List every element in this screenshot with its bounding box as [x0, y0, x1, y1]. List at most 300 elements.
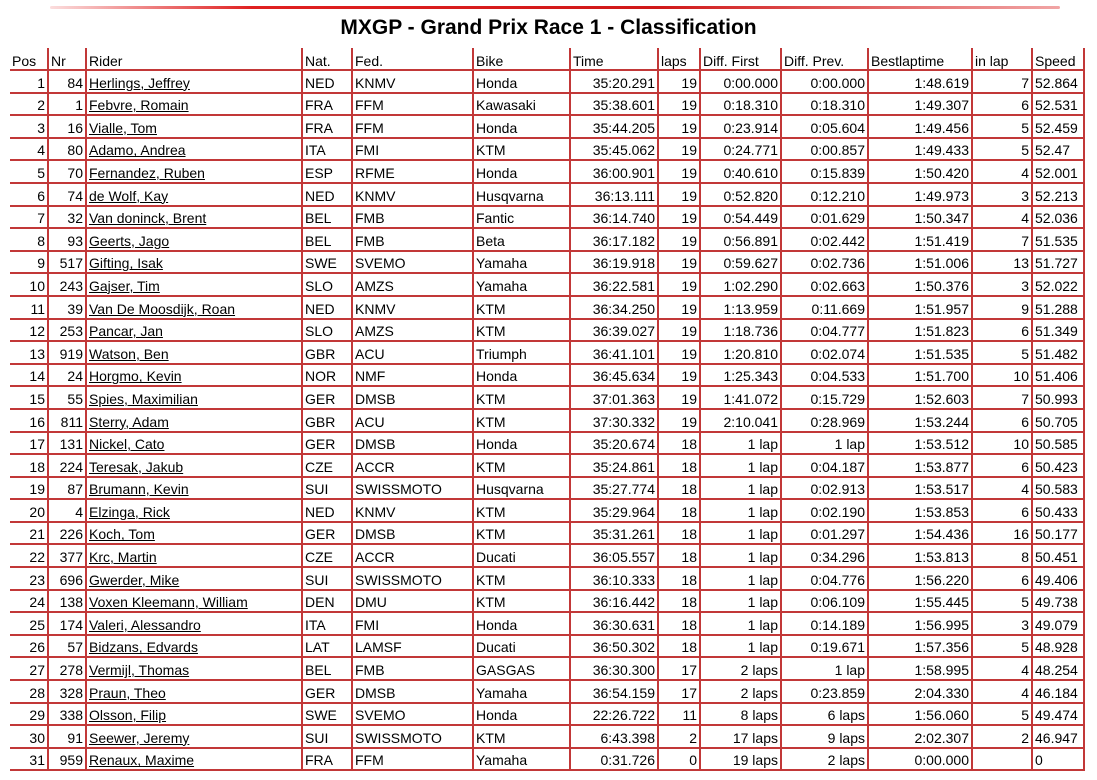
pos-cell: 26: [10, 635, 48, 658]
rider-link[interactable]: Horgmo, Kevin: [89, 368, 182, 385]
pos-cell: 30: [10, 725, 48, 748]
rider-link[interactable]: de Wolf, Kay: [89, 187, 169, 204]
bike-cell: GASGAS: [473, 657, 570, 680]
column-header-nat: Nat.: [302, 48, 352, 70]
rider-cell: [86, 680, 302, 703]
rider-link[interactable]: Watson, Ben: [89, 345, 169, 362]
rider-cell: [86, 477, 302, 500]
rider-link[interactable]: Olsson, Filip: [89, 707, 167, 724]
diff-first-cell: 17 laps: [700, 725, 781, 748]
fed-cell: RFME: [352, 160, 473, 183]
speed-cell: 51.727: [1032, 251, 1084, 274]
diff-prev-cell: 0:02.190: [781, 499, 868, 522]
diff-first-cell: 0:54.449: [700, 206, 781, 229]
bike-cell: Honda: [473, 70, 570, 93]
bestlaptime-cell: 1:51.006: [868, 251, 972, 274]
speed-cell: 49.738: [1032, 590, 1084, 613]
nat-cell: SUI: [302, 477, 352, 500]
rider-link[interactable]: Pancar, Jan: [89, 323, 163, 340]
speed-cell: 52.001: [1032, 160, 1084, 183]
rider-link[interactable]: Geerts, Jago: [89, 232, 170, 249]
bestlaptime-cell: 1:57.356: [868, 635, 972, 658]
rider-cell: [86, 228, 302, 251]
table-row: [10, 341, 1084, 364]
rider-cell: [86, 273, 302, 296]
rider-link[interactable]: Febvre, Romain: [89, 97, 189, 114]
time-cell: 36:16.442: [570, 590, 658, 613]
pos-cell: 14: [10, 364, 48, 387]
pos-cell: 13: [10, 341, 48, 364]
diff-first-cell: 2 laps: [700, 680, 781, 703]
speed-cell: 50.705: [1032, 409, 1084, 432]
nr-cell: 138: [48, 590, 86, 613]
fed-cell: FMB: [352, 228, 473, 251]
laps-cell: 19: [658, 251, 700, 274]
bestlaptime-cell: 1:58.995: [868, 657, 972, 680]
bestlaptime-cell: 1:50.347: [868, 206, 972, 229]
rider-link[interactable]: Elzinga, Rick: [89, 503, 170, 520]
fed-cell: FMI: [352, 138, 473, 161]
diff-prev-cell: 0:34.296: [781, 544, 868, 567]
column-header-speed: Speed: [1032, 48, 1084, 70]
pos-cell: 17: [10, 432, 48, 455]
rider-cell: [86, 432, 302, 455]
fed-cell: DMU: [352, 590, 473, 613]
pos-cell: 18: [10, 454, 48, 477]
diff-prev-cell: 0:04.533: [781, 364, 868, 387]
time-cell: 36:17.182: [570, 228, 658, 251]
nr-cell: 253: [48, 319, 86, 342]
time-cell: 36:41.101: [570, 341, 658, 364]
rider-link[interactable]: Krc, Martin: [89, 549, 157, 566]
rider-link[interactable]: Koch, Tom: [89, 526, 155, 543]
diff-first-cell: 0:24.771: [700, 138, 781, 161]
in-lap-cell: 4: [972, 477, 1032, 500]
time-cell: 36:54.159: [570, 680, 658, 703]
diff-first-cell: 2:10.041: [700, 409, 781, 432]
speed-cell: 0: [1032, 748, 1084, 771]
column-header-nr: Nr: [48, 48, 86, 70]
diff-first-cell: 1 lap: [700, 432, 781, 455]
rider-cell: [86, 567, 302, 590]
nr-cell: 39: [48, 296, 86, 319]
rider-link[interactable]: Fernandez, Ruben: [89, 164, 205, 181]
laps-cell: 19: [658, 296, 700, 319]
diff-first-cell: 0:18.310: [700, 93, 781, 116]
table-body: [10, 70, 1084, 770]
rider-link[interactable]: Gwerder, Mike: [89, 571, 180, 588]
speed-cell: 51.288: [1032, 296, 1084, 319]
fed-cell: KNMV: [352, 499, 473, 522]
table-row: [10, 206, 1084, 229]
diff-first-cell: 0:23.914: [700, 115, 781, 138]
nat-cell: GBR: [302, 409, 352, 432]
in-lap-cell: 3: [972, 273, 1032, 296]
nr-cell: 84: [48, 70, 86, 93]
bestlaptime-cell: 1:53.813: [868, 544, 972, 567]
nr-cell: 87: [48, 477, 86, 500]
diff-prev-cell: 0:02.442: [781, 228, 868, 251]
rider-cell: [86, 296, 302, 319]
pos-cell: 8: [10, 228, 48, 251]
time-cell: 35:44.205: [570, 115, 658, 138]
bike-cell: Honda: [473, 115, 570, 138]
speed-cell: 49.406: [1032, 567, 1084, 590]
rider-cell: [86, 160, 302, 183]
table-row: [10, 138, 1084, 161]
rider-link[interactable]: Renaux, Maxime: [89, 752, 195, 769]
bestlaptime-cell: 1:49.433: [868, 138, 972, 161]
pos-cell: 6: [10, 183, 48, 206]
time-cell: 22:26.722: [570, 703, 658, 726]
rider-link[interactable]: Vialle, Tom: [89, 119, 157, 136]
in-lap-cell: 7: [972, 70, 1032, 93]
in-lap-cell: 6: [972, 93, 1032, 116]
diff-first-cell: 0:52.820: [700, 183, 781, 206]
fed-cell: FMI: [352, 612, 473, 635]
nr-cell: 24: [48, 364, 86, 387]
speed-cell: 50.423: [1032, 454, 1084, 477]
fed-cell: DMSB: [352, 680, 473, 703]
bestlaptime-cell: 1:52.603: [868, 386, 972, 409]
diff-prev-cell: 2 laps: [781, 748, 868, 771]
laps-cell: 18: [658, 432, 700, 455]
diff-prev-cell: 0:15.839: [781, 160, 868, 183]
rider-link[interactable]: Brumann, Kevin: [89, 481, 189, 498]
speed-cell: 50.451: [1032, 544, 1084, 567]
bike-cell: Honda: [473, 432, 570, 455]
rider-link[interactable]: Bidzans, Edvards: [89, 639, 198, 656]
time-cell: 35:20.291: [570, 70, 658, 93]
nat-cell: GER: [302, 680, 352, 703]
speed-cell: 50.177: [1032, 522, 1084, 545]
fed-cell: ACU: [352, 409, 473, 432]
diff-first-cell: 1 lap: [700, 635, 781, 658]
time-cell: 36:39.027: [570, 319, 658, 342]
table-row: [10, 93, 1084, 116]
nat-cell: ITA: [302, 138, 352, 161]
rider-link[interactable]: Van De Moosdijk, Roan: [89, 300, 236, 317]
decorative-header-stroke: [50, 4, 1060, 10]
speed-cell: 48.928: [1032, 635, 1084, 658]
speed-cell: 49.474: [1032, 703, 1084, 726]
speed-cell: 48.254: [1032, 657, 1084, 680]
laps-cell: 18: [658, 590, 700, 613]
bestlaptime-cell: 1:56.220: [868, 567, 972, 590]
table-row: [10, 432, 1084, 455]
diff-first-cell: 1:25.343: [700, 364, 781, 387]
pos-cell: 29: [10, 703, 48, 726]
column-header-diff-first: Diff. First: [700, 48, 781, 70]
diff-first-cell: 1 lap: [700, 590, 781, 613]
bestlaptime-cell: 1:54.436: [868, 522, 972, 545]
bestlaptime-cell: 1:51.957: [868, 296, 972, 319]
table-row: [10, 680, 1084, 703]
bike-cell: KTM: [473, 319, 570, 342]
rider-link[interactable]: Valeri, Alessandro: [89, 616, 201, 633]
table-row: [10, 635, 1084, 658]
rider-link[interactable]: Herlings, Jeffrey: [89, 74, 190, 91]
pos-cell: 2: [10, 93, 48, 116]
speed-cell: 52.531: [1032, 93, 1084, 116]
fed-cell: DMSB: [352, 432, 473, 455]
nat-cell: GBR: [302, 341, 352, 364]
in-lap-cell: 5: [972, 590, 1032, 613]
bike-cell: Triumph: [473, 341, 570, 364]
fed-cell: FFM: [352, 115, 473, 138]
table-row: [10, 228, 1084, 251]
laps-cell: 19: [658, 160, 700, 183]
in-lap-cell: 16: [972, 522, 1032, 545]
laps-cell: 19: [658, 93, 700, 116]
pos-cell: 10: [10, 273, 48, 296]
fed-cell: KNMV: [352, 183, 473, 206]
in-lap-cell: 6: [972, 499, 1032, 522]
nat-cell: CZE: [302, 454, 352, 477]
diff-prev-cell: 0:05.604: [781, 115, 868, 138]
rider-link[interactable]: Spies, Maximilian: [89, 390, 198, 407]
diff-first-cell: 2 laps: [700, 657, 781, 680]
nr-cell: 224: [48, 454, 86, 477]
nat-cell: ITA: [302, 612, 352, 635]
table-row: [10, 522, 1084, 545]
rider-cell: [86, 115, 302, 138]
column-header-bike: Bike: [473, 48, 570, 70]
bike-cell: Husqvarna: [473, 477, 570, 500]
diff-prev-cell: 0:01.629: [781, 206, 868, 229]
speed-cell: 52.213: [1032, 183, 1084, 206]
diff-first-cell: 1:20.810: [700, 341, 781, 364]
bike-cell: Husqvarna: [473, 183, 570, 206]
pos-cell: 31: [10, 748, 48, 771]
fed-cell: LAMSF: [352, 635, 473, 658]
laps-cell: 19: [658, 206, 700, 229]
table-row: [10, 657, 1084, 680]
fed-cell: FFM: [352, 748, 473, 771]
diff-first-cell: 1 lap: [700, 522, 781, 545]
bike-cell: KTM: [473, 409, 570, 432]
laps-cell: 19: [658, 409, 700, 432]
diff-prev-cell: 0:23.859: [781, 680, 868, 703]
diff-prev-cell: 1 lap: [781, 657, 868, 680]
rider-link[interactable]: Vermijl, Thomas: [89, 662, 190, 679]
speed-cell: 46.184: [1032, 680, 1084, 703]
diff-first-cell: 0:56.891: [700, 228, 781, 251]
pos-cell: 22: [10, 544, 48, 567]
diff-first-cell: 1 lap: [700, 454, 781, 477]
pos-cell: 25: [10, 612, 48, 635]
time-cell: 36:19.918: [570, 251, 658, 274]
rider-cell: [86, 544, 302, 567]
speed-cell: 50.433: [1032, 499, 1084, 522]
speed-cell: 51.482: [1032, 341, 1084, 364]
time-cell: 36:00.901: [570, 160, 658, 183]
fed-cell: SVEMO: [352, 703, 473, 726]
diff-prev-cell: 0:04.776: [781, 567, 868, 590]
rider-cell: [86, 138, 302, 161]
in-lap-cell: 5: [972, 341, 1032, 364]
in-lap-cell: 13: [972, 251, 1032, 274]
time-cell: 35:27.774: [570, 477, 658, 500]
nr-cell: 517: [48, 251, 86, 274]
in-lap-cell: 10: [972, 432, 1032, 455]
nat-cell: BEL: [302, 657, 352, 680]
in-lap-cell: 6: [972, 319, 1032, 342]
rider-cell: [86, 499, 302, 522]
laps-cell: 18: [658, 612, 700, 635]
rider-link[interactable]: Van doninck, Brent: [89, 210, 207, 227]
rider-cell: [86, 409, 302, 432]
bestlaptime-cell: 1:49.307: [868, 93, 972, 116]
speed-cell: 52.459: [1032, 115, 1084, 138]
laps-cell: 18: [658, 454, 700, 477]
table-row: [10, 748, 1084, 771]
rider-link[interactable]: Gajser, Tim: [89, 277, 160, 294]
bike-cell: Fantic: [473, 206, 570, 229]
diff-prev-cell: 0:15.729: [781, 386, 868, 409]
pos-cell: 19: [10, 477, 48, 500]
time-cell: 37:01.363: [570, 386, 658, 409]
bike-cell: Honda: [473, 612, 570, 635]
bestlaptime-cell: 1:50.420: [868, 160, 972, 183]
column-header-time: Time: [570, 48, 658, 70]
column-header-fed: Fed.: [352, 48, 473, 70]
rider-link[interactable]: Sterry, Adam: [89, 413, 169, 430]
nat-cell: GER: [302, 522, 352, 545]
bestlaptime-cell: 1:49.973: [868, 183, 972, 206]
diff-prev-cell: 0:28.969: [781, 409, 868, 432]
nat-cell: NED: [302, 296, 352, 319]
nat-cell: SUI: [302, 567, 352, 590]
rider-link[interactable]: Seewer, Jeremy: [89, 729, 190, 746]
time-cell: 6:43.398: [570, 725, 658, 748]
in-lap-cell: 7: [972, 228, 1032, 251]
nat-cell: ESP: [302, 160, 352, 183]
rider-link[interactable]: Nickel, Cato: [89, 436, 165, 453]
diff-first-cell: 0:40.610: [700, 160, 781, 183]
column-header-laps: laps: [658, 48, 700, 70]
bestlaptime-cell: 0:00.000: [868, 748, 972, 771]
time-cell: 35:24.861: [570, 454, 658, 477]
rider-cell: [86, 454, 302, 477]
nr-cell: 174: [48, 612, 86, 635]
diff-prev-cell: 0:04.187: [781, 454, 868, 477]
table-row: [10, 386, 1084, 409]
table-row: [10, 590, 1084, 613]
nr-cell: 919: [48, 341, 86, 364]
nr-cell: 93: [48, 228, 86, 251]
nat-cell: SUI: [302, 725, 352, 748]
rider-cell: [86, 93, 302, 116]
rider-cell: [86, 386, 302, 409]
fed-cell: SVEMO: [352, 251, 473, 274]
rider-cell: [86, 70, 302, 93]
time-cell: 35:38.601: [570, 93, 658, 116]
pos-cell: 28: [10, 680, 48, 703]
in-lap-cell: 4: [972, 160, 1032, 183]
rider-cell: [86, 703, 302, 726]
nat-cell: SWE: [302, 703, 352, 726]
bike-cell: KTM: [473, 386, 570, 409]
rider-cell: [86, 657, 302, 680]
rider-link[interactable]: Voxen Kleemann, William: [89, 594, 248, 611]
time-cell: 35:45.062: [570, 138, 658, 161]
table-row: [10, 273, 1084, 296]
table-row: [10, 477, 1084, 500]
diff-first-cell: 1 lap: [700, 477, 781, 500]
in-lap-cell: 5: [972, 138, 1032, 161]
pos-cell: 16: [10, 409, 48, 432]
bike-cell: Yamaha: [473, 680, 570, 703]
bestlaptime-cell: 1:51.419: [868, 228, 972, 251]
nat-cell: NED: [302, 499, 352, 522]
speed-cell: 52.022: [1032, 273, 1084, 296]
bestlaptime-cell: 2:02.307: [868, 725, 972, 748]
nr-cell: 80: [48, 138, 86, 161]
speed-cell: 46.947: [1032, 725, 1084, 748]
pos-cell: 27: [10, 657, 48, 680]
nr-cell: 696: [48, 567, 86, 590]
in-lap-cell: 6: [972, 567, 1032, 590]
bestlaptime-cell: 1:53.512: [868, 432, 972, 455]
pos-cell: 24: [10, 590, 48, 613]
column-header-rider: Rider: [86, 48, 302, 70]
nat-cell: FRA: [302, 115, 352, 138]
bestlaptime-cell: 1:49.456: [868, 115, 972, 138]
nr-cell: 91: [48, 725, 86, 748]
diff-prev-cell: 0:06.109: [781, 590, 868, 613]
in-lap-cell: 5: [972, 115, 1032, 138]
in-lap-cell: 6: [972, 409, 1032, 432]
diff-prev-cell: 6 laps: [781, 703, 868, 726]
column-header-in-lap: in lap: [972, 48, 1032, 70]
nr-cell: 32: [48, 206, 86, 229]
laps-cell: 0: [658, 748, 700, 771]
rider-link[interactable]: Adamo, Andrea: [89, 142, 186, 159]
pos-cell: 9: [10, 251, 48, 274]
fed-cell: ACCR: [352, 544, 473, 567]
in-lap-cell: 10: [972, 364, 1032, 387]
laps-cell: 17: [658, 680, 700, 703]
laps-cell: 19: [658, 138, 700, 161]
diff-first-cell: 1:18.736: [700, 319, 781, 342]
rider-link[interactable]: Teresak, Jakub: [89, 458, 184, 475]
in-lap-cell: 3: [972, 183, 1032, 206]
rider-cell: [86, 590, 302, 613]
fed-cell: SWISSMOTO: [352, 567, 473, 590]
nat-cell: GER: [302, 432, 352, 455]
laps-cell: 19: [658, 183, 700, 206]
pos-cell: 23: [10, 567, 48, 590]
table-row: [10, 160, 1084, 183]
rider-link[interactable]: Gifting, Isak: [89, 255, 163, 272]
table-row: [10, 544, 1084, 567]
diff-first-cell: 1 lap: [700, 567, 781, 590]
table-row: [10, 319, 1084, 342]
fed-cell: KNMV: [352, 296, 473, 319]
diff-prev-cell: 0:02.663: [781, 273, 868, 296]
bike-cell: Kawasaki: [473, 93, 570, 116]
nr-cell: 131: [48, 432, 86, 455]
laps-cell: 19: [658, 341, 700, 364]
rider-link[interactable]: Praun, Theo: [89, 684, 166, 701]
diff-first-cell: 1:41.072: [700, 386, 781, 409]
nat-cell: NOR: [302, 364, 352, 387]
fed-cell: AMZS: [352, 273, 473, 296]
bestlaptime-cell: 1:51.700: [868, 364, 972, 387]
diff-prev-cell: 0:19.671: [781, 635, 868, 658]
time-cell: 36:05.557: [570, 544, 658, 567]
